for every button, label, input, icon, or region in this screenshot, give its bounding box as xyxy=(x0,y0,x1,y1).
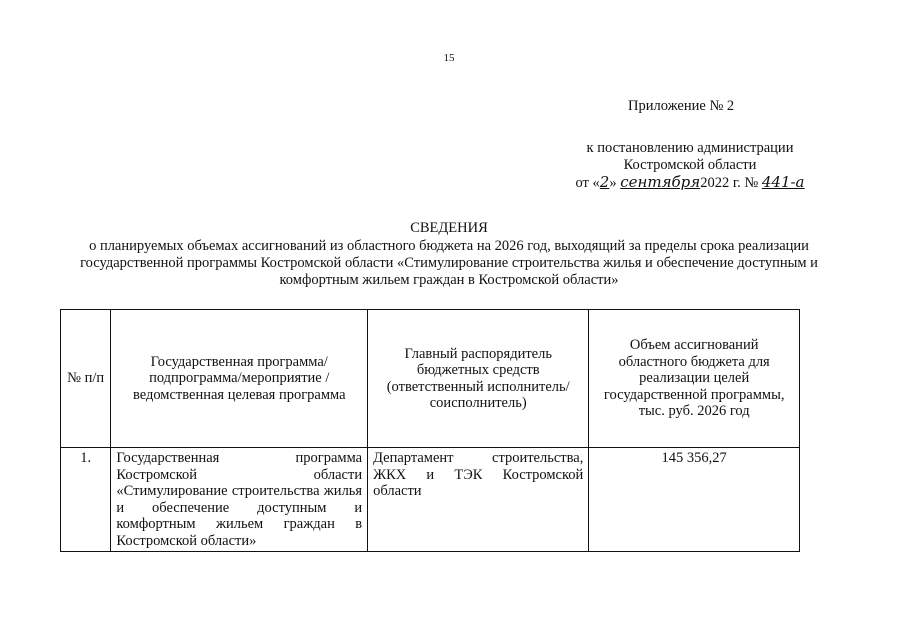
decree-date-line xyxy=(540,174,840,192)
row-executor: Департамент строительства, ЖКХ и ТЭК Костромской области xyxy=(368,448,589,552)
decree-line-2: Костромской области xyxy=(623,157,757,173)
date-mid: » xyxy=(609,175,617,191)
handwritten-day: 2 xyxy=(599,173,610,191)
row-number: 1. xyxy=(61,448,111,552)
handwritten-number: 441-а xyxy=(761,173,805,191)
table-header-row xyxy=(61,310,800,448)
attachment-label: Приложение № 2 xyxy=(628,98,735,114)
row-amount: 145 356,27 xyxy=(589,448,800,552)
row-program: Государственная программа Костромской области «Стимулирование строительства жилья и обеспечение доступным и комфортным жильем граждан в Костромской области» xyxy=(111,448,368,552)
header-program: Государственная программа/подпрограмма/мероприятие /ведомственная целевая программа xyxy=(111,310,368,448)
table-row xyxy=(61,448,800,552)
page-number: 15 xyxy=(443,52,455,64)
decree-line-1: к постановлению администрации xyxy=(586,140,794,156)
header-amount: Объем ассигнований областного бюджета для реализации целей государственной программы, тыс. руб. 2026 год xyxy=(589,310,800,448)
header-executor: Главный распорядитель бюджетных средств (ответственный исполнитель/соисполнитель) xyxy=(368,310,589,448)
header-number: № п/п xyxy=(61,310,111,448)
decree-reference xyxy=(540,140,840,192)
allocations-table xyxy=(60,309,800,552)
document-title: СВЕДЕНИЯ xyxy=(410,220,488,236)
handwritten-month: сентября xyxy=(620,173,701,191)
date-prefix: от « xyxy=(575,175,600,191)
date-year: 2022 г. № xyxy=(700,175,759,191)
document-subtitle: о планируемых объемах ассигнований из областного бюджета на 2026 год, выходящий за пределы срока реализации государственной программы Костромской области «Стимулирование строительства жилья и обеспечение доступным и комфортным жильем граждан в Костромской области» xyxy=(80,238,818,288)
